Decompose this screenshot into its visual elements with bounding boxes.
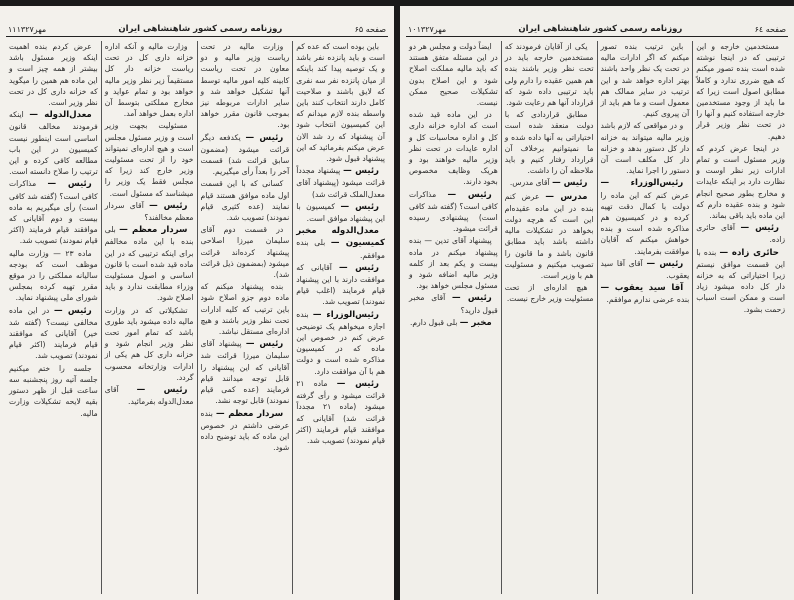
speaker-name: رئیس — (149, 200, 188, 211)
paragraph-text: عرض کردم بنده اهمیت اینکه وزیر مسئول باشد بیشتر از همه چیز است و این ماده هم همین را میگوید که خزانه داری کل در تحت نظر وزیر است. (9, 42, 98, 108)
paragraph-text: باین بوده است که عده کم است و باید پانزده نفر باشد و یک توصیه پیدا کند باینکه از میان پانزده نفر سه نفری که لایق باشند و صلاحیت کامل دارند انتخاب کنند باین واسطه بنده لازم میدانم که این کمیسیون انتخاب شود آن پیشنهاد که رد شد الان عرض میکنم بفرمائید که این پیشنهاد قبول شود. (296, 42, 385, 164)
speaker-name: رئیس — (338, 262, 379, 273)
paragraph (296, 309, 385, 377)
paragraph (505, 191, 594, 282)
page-header (8, 20, 386, 34)
speaker-name: سردار معظم — (119, 225, 188, 236)
paragraph (296, 165, 385, 200)
paragraph-text: آقای آقا سید یعقوب. (600, 258, 690, 281)
newspaper-page-left (0, 6, 394, 600)
paragraph-text: آقای مخبر قبول دارید؟ (409, 293, 498, 315)
speaker-name: رئیس — (552, 178, 588, 189)
speaker-name: رئیس — (245, 339, 284, 350)
paragraph-text: ایضاً دولت و مجلس هر دو در این مسئله متفق هستند که باید مالیه مملکت اصلاح شود و این اصلاح بدون تشکیلات صحیح ممکن نیست. (409, 42, 498, 108)
page-date: ۱۱مهر۱۳۲۷ (8, 25, 47, 34)
paragraph (409, 41, 498, 108)
text-column (501, 41, 597, 594)
paragraph-text: آقای مدرس. (509, 178, 550, 188)
paragraph-text: مذاکرات کافی است؟ (گفته شد کافی است) رأی میگیریم به ماده بیست و دوم آقایانی که موافقند قیام فرمایند (اکثر قیام نمودند) تصویب شد. (9, 179, 98, 246)
paragraph (296, 41, 385, 164)
paragraph-text: ماده ۲۳ — وزارت مالیه موظف است که بودجه سالیانه مملکتی را در موقع مقرر تهیه کرده بمجلس شورای ملی پیشنهاد نماید. (9, 248, 98, 303)
paragraph (505, 177, 594, 189)
paragraph (9, 109, 98, 177)
paragraph-text: در اینجا عرض کردم که وزیر مسئول است و تمام ادارات زیر نظر اوست و نظارت دارد بر اینکه عایدات و مخارج بطور صحیح انجام شود و بنده عقیده دارم که این ماده باید باقی بماند. (696, 143, 785, 221)
text-column (692, 41, 788, 594)
paragraph (9, 305, 98, 362)
header-rule (6, 36, 388, 37)
speaker-name: رئیس — (740, 223, 779, 234)
paragraph-text: و در مواقعی که لازم باشد وزیر مالیه میتواند به خزانه دار کل دستور بدهد و خزانه دار کل مکلف است آن دستور را اجرا نماید. (600, 121, 690, 176)
speaker-name: رئیس‌الوزراء — (600, 178, 684, 189)
paragraph-text: بنده عرضی داشتم در خصوص این ماده که باید توضیح داده شود. (200, 408, 290, 453)
paragraph (601, 41, 690, 119)
paragraph (105, 305, 194, 383)
paragraph-text: بنده اجازه میخواهم یک توضیحی عرض کنم در خصوص این ماده که در کمیسیون مذاکره شده است و دولت هم با آن موافقت دارد. (296, 309, 385, 376)
speaker-name: رئیس — (343, 166, 379, 177)
paragraph (601, 177, 690, 256)
paragraph (105, 224, 194, 303)
speaker-name: رئیس — (451, 293, 492, 304)
paragraph-text: پیشنهاد مجدداً قرائت میشود (پیشنهاد آقای معدل‌الملک قرائت شد) (296, 166, 385, 199)
paragraph-text: وزارت مالیه و آنکه اداره خزانه داری کل در تحت ریاست خزانه دار کل مستقیماً زیر نظر وزیر مالیه خواهد بود و تمام عواید و مخارج مملکتی بتوسط آن اداره بعمل خواهد آمد. (104, 42, 194, 119)
paragraph (9, 363, 98, 419)
paragraph-text: پیشنهاد آقای تدین — بنده پیشنهاد میکنم در ماده بیست و یکم بعد از کلمه وزیر مالیه اضافه شود و مسئول مجلس خواهد بود. (409, 236, 498, 291)
paragraph (505, 109, 594, 176)
paragraph-text: کسانی که با این قسمت اول ماده موافق هستند قیام نمایند (عده کثیری قیام نمودند) تصویب شد. (200, 179, 290, 223)
paragraph (201, 132, 290, 178)
speaker-name: معدل‌الدوله — (29, 110, 92, 121)
paragraph (201, 338, 290, 406)
paragraph (696, 247, 785, 315)
paragraph (201, 281, 290, 337)
paragraph-text: مستخدمین خارجه و این ترتیبی که در اینجا نوشته شده است بنده تصور میکنم که هیچ ضرری ندارد و کاملاً مطابق اصول است زیرا که ما باید از وجود مستخدمین خارجه استفاده کنیم و آنها را در تحت نظر وزیر قرار دهیم. (696, 42, 785, 141)
speaker-name: آقا سید یعقوب — (600, 283, 684, 294)
speaker-name: رئیس — (646, 258, 684, 269)
paragraph-text: کمیسیون با این پیشنهاد موافق است. (296, 201, 385, 224)
paragraph (296, 262, 385, 308)
speaker-name: معدل‌الدوله مخبر کمیسیون — (296, 226, 385, 249)
paragraph (201, 224, 290, 280)
newspaper-title: روزنامه رسمی کشور شاهنشاهی ایران (118, 24, 283, 34)
newspaper-title: روزنامه رسمی کشور شاهنشاهی ایران (518, 24, 683, 34)
page-number: صفحه ۶۵ (354, 25, 386, 34)
speaker-name: رئیس — (47, 179, 92, 190)
paragraph-text: یکی از آقایان فرمودند که مستخدمین خارجه باید در تحت نظر وزیر باشند بنده هم همین عقیده را دارم ولی باید ترتیبی داده شود که قرارداد آنها هم رعایت شود. (504, 42, 594, 108)
paragraph (105, 41, 194, 119)
paragraph-text: تشکیلاتی که در وزارت مالیه داده میشود باید طوری باشد که تمام امور تحت نظر وزیر انجام شود و خزانه داری کل هم یکی از ادارات وزارتخانه محسوب گردد. (104, 305, 194, 382)
paragraph (696, 143, 785, 221)
paragraph (201, 408, 290, 454)
paragraph-text: آقای معدل‌الدوله بفرمائید. (104, 385, 194, 407)
paragraph-text: هیچ اداره‌ای از تحت مسئولیت وزیر خارج نیست. (504, 283, 594, 304)
paragraph (409, 317, 498, 329)
paragraph (9, 178, 98, 246)
paragraph (105, 384, 194, 407)
text-column (101, 41, 197, 594)
speaker-name: مخبر — (459, 317, 492, 328)
text-column (197, 41, 293, 594)
paragraph (105, 200, 194, 223)
paragraph-text: عرض کنم که این ماده را دولت با کمال دقت تهیه کرده و در کمیسیون هم مذاکره شده است و بنده خواهش میکنم که آقایان موافقت بفرمایند. (600, 190, 690, 256)
page-date: ۱۰مهر۱۳۲۷ (408, 25, 447, 34)
paragraph (505, 41, 594, 108)
paragraph-text: مطابق قراردادی که با دولت منعقد شده است اختیاراتی به آنها داده شده و ما نمیتوانیم برخلاف آن قرارداد رفتار کنیم و باید ملاحظه آن را داشت. (504, 110, 594, 176)
paragraph-text: اینکه فرمودند مخالف قانون اساسی است اینطور نیست کمیسیون در این باب مطالعه کافی کرده و این ترتیب را صلاح دانسته است. (9, 110, 98, 177)
paragraph-text: بنده پیشنهاد میکنم که ماده دوم جزو اصلاح شود باین ترتیب که کلیه ادارات تحت نظر وزیر باشند و هیچ اداره‌ای مستقل نباشد. (200, 282, 290, 337)
speaker-name: سردار معظم — (215, 408, 284, 419)
paragraph (296, 225, 385, 261)
speaker-name: حائری زاده — (719, 247, 779, 258)
speaker-name: رئیس — (245, 132, 284, 143)
paragraph-text: در این ماده قید شده است که اداره خزانه داری کل و اداره محاسبات کل و اداره عایدات در تحت نظر وزیر مالیه خواهند بود و هریک وظایف مخصوص بخود دارند. (409, 110, 498, 187)
paragraph-text: بلی بنده موافقم. (296, 238, 385, 260)
paragraph-text: آقایانی که موافقت دارند با این پیشنهاد قیام فرمایند (اغلب قیام نمودند) تصویب شد. (296, 262, 385, 307)
header-rule (406, 36, 788, 37)
paragraph-text: بلی قبول دارم. (409, 317, 458, 327)
paragraph-text: بنده عرضی ندارم موافقم. (606, 295, 690, 305)
speaker-name: رئیس — (447, 189, 492, 200)
paragraph (601, 258, 690, 281)
paragraph (601, 282, 690, 305)
paragraph-text: آقای حائری زاده. (696, 223, 785, 245)
speaker-name: رئیس‌الوزراء — (312, 309, 379, 320)
speaker-name: رئیس — (54, 305, 92, 316)
columns (6, 41, 388, 594)
paragraph-text: مسئولیت بجهت وزیر است و وزیر مسئول مجلس است و هیچ اداره‌ای نمیتواند خود را از تحت مسئولیت وزیر خارج کند زیرا که مجلس فقط یک وزیر را میشناسد که مسئول است. (104, 121, 194, 198)
paragraph (201, 41, 290, 131)
paragraph (696, 222, 785, 245)
speaker-name: مدرس — (545, 191, 588, 202)
paragraph (601, 120, 690, 176)
paragraph (296, 378, 385, 446)
speaker-name: رئیس — (340, 201, 379, 212)
paragraph-text: عرض کنم بنده در این ماده عقیده‌ام این است که هرچه دولت بخواهد در تشکیلات مالیه داشته باشد باید مطابق قانون باشد و ما قانون را تصویب میکنیم و مسئولیت هم با وزیر است. (504, 191, 594, 281)
text-column (6, 41, 101, 594)
newspaper-page-right (400, 6, 794, 600)
text-column (292, 41, 388, 594)
text-column (597, 41, 693, 594)
paragraph (296, 201, 385, 224)
paragraph-text: وزارت مالیه در تحت ریاست وزیر مالیه و دو معاون در تحت ریاست کابینه کلیه امور مالیه توسط آنها تشکیل خواهد شد و سایر ادارات مربوطه نیز بموجب قانون مقرر خواهد بود. (200, 42, 290, 130)
paragraph (409, 189, 498, 235)
paragraph (409, 292, 498, 315)
paragraph-text: بنده با این قسمت موافق نیستم زیرا اختیاراتی که به خزانه دار کل داده میشود زیاد است و ممکن است اسباب زحمت بشود. (696, 247, 785, 314)
paragraph-text: پیشنهاد آقای سلیمان میرزا قرائت شد آقایانی که این پیشنهاد را قابل توجه میدانند قیام فرمایند (عده کمی قیام نمودند) قابل توجه نشد. (200, 339, 290, 406)
columns (406, 41, 788, 594)
paragraph (201, 178, 290, 223)
paragraph (105, 120, 194, 198)
paragraph (9, 41, 98, 108)
paragraph (409, 109, 498, 187)
paragraph-text: در این ماده مخالفی نیست؟ (گفته شد خیر) آقایانی که موافقند قیام فرمایند (اکثر قیام نمودند) تصویب شد. (9, 305, 98, 361)
paragraph-text: مذاکرات کافی است؟ (گفته شد کافی است) پیشنهادی رسیده قرائت میشود. (409, 189, 498, 234)
paragraph-text: در قسمت دوم آقای سلیمان میرزا اصلاحی پیشنهاد کرده‌اند قرائت میشود (بمضمون ذیل قرائت شد). (200, 225, 290, 280)
paragraph (505, 282, 594, 304)
paragraph-text: ماده ۲۱ قرائت میشود و رأی گرفته میشود (ماده ۲۱ مجدداً قرائت شد) آقایانی که موافقند قیام فرمایند (اکثر قیام نمودند) تصویب شد. (296, 378, 385, 445)
paragraph-text: آقای سردار معظم مخالفند؟ (104, 200, 194, 223)
paragraph-text: یکدفعه دیگر قرائت میشود (مضمون سابق قرائت شد) قسمت آخر را بعداً رأی میگیریم. (200, 132, 290, 177)
paragraph-text: بلی بنده با این ماده مخالفم برای اینکه ترتیبی که در این ماده قید شده است با قانون اساسی و اصول مسئولیت وزراء مطابقت ندارد و باید اصلاح شود. (104, 225, 194, 303)
speaker-name: رئیس — (136, 385, 188, 396)
page-header (408, 20, 786, 34)
paragraph (9, 248, 98, 304)
text-column (406, 41, 501, 594)
paragraph (696, 41, 785, 142)
paragraph (409, 235, 498, 291)
paragraph-text: باین ترتیب بنده تصور میکنم که اگر ادارات مالیه در تحت یک نظر واحد باشند بهتر اداره خواهد شد و این ترتیب در سایر ممالک هم معمول است و ما هم باید از آن پیروی کنیم. (600, 42, 690, 119)
speaker-name: رئیس — (336, 378, 379, 389)
paragraph-text: جلسه را ختم میکنیم جلسه آتیه روز پنجشنبه سه ساعت قبل از ظهر دستور بقیه لایحه تشکیلات وزارت مالیه. (9, 363, 98, 418)
page-number: صفحه ۶٤ (754, 25, 786, 34)
